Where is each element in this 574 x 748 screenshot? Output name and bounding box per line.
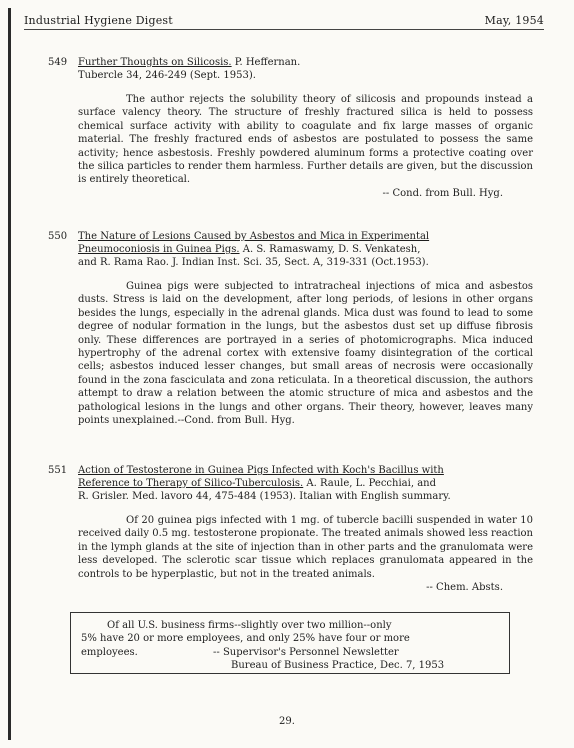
entry-abstract-text: Of 20 guinea pigs infected with 1 mg. of tubercle bacilli suspended in water 10 received daily 0.5 mg. testosterone propionate. The treated animals showed less reaction in the lymph glands at the site of injection than in other parts and the granulomata were less developed. The sclerotic scar tissue which replaces granulomata appeared in the controls to be hyperplastic, but not in the treated animals. xyxy=(78,515,533,580)
abstract-entry-549 xyxy=(48,56,538,200)
header-publication: Industrial Hygiene Digest xyxy=(24,14,173,27)
entry-body xyxy=(48,93,533,200)
header-date: May, 1954 xyxy=(484,14,544,27)
entry-title: Further Thoughts on Silicosis. xyxy=(78,57,232,68)
box-line-3-right: -- Supervisor's Personnel Newsletter xyxy=(213,646,399,658)
entry-abstract-text: Guinea pigs were subjected to intratracheal injections of mica and asbestos dusts. Stress is laid on the development, after long periods, of lesions in other organs besides the lungs, especially in the adrenal glands. Mica dust was found to lead to some degree of nodular formation in the lungs, but the asbestos dust set up diffuse fibrosis only. These differences are portrayed in a series of photomicrographs. Mica induced hypertrophy of the adrenal cortex with extensive foamy disintegration of the cortical cells; asbestos induced lesser changes, but small areas of necrosis were occasionally found in the zona fasciculata and zona reticulata. In a theoretical discussion, the authors attempt to draw a relation between the atomic structure of mica and asbestos and the pathological lesions in the lungs and other organs. Their theory, however, leaves many points unexplained.--Cond. from Bull. Hyg. xyxy=(78,281,533,427)
entry-title-line1: Action of Testosterone in Guinea Pigs Infected with Koch's Bacillus with xyxy=(78,465,444,476)
entry-body xyxy=(48,280,533,427)
entry-body xyxy=(48,514,533,594)
box-line-2: 5% have 20 or more employees, and only 25% have four or more xyxy=(81,633,410,645)
abstract-entry-551 xyxy=(48,464,538,594)
box-line-3-left: employees. xyxy=(81,646,138,658)
entry-citation xyxy=(48,464,538,477)
entry-journal: Tubercle 34, 246-249 (Sept. 1953). xyxy=(78,70,256,81)
entry-title-line2: Pneumoconiosis in Guinea Pigs. xyxy=(78,244,240,255)
page-number: 29. xyxy=(279,716,295,727)
entry-number: 550 xyxy=(48,231,68,242)
boxed-note xyxy=(70,612,510,674)
entry-title-line2: Reference to Therapy of Silico-Tuberculosis. xyxy=(78,478,304,489)
entry-source: -- Chem. Absts. xyxy=(426,582,503,594)
entry-source: -- Cond. from Bull. Hyg. xyxy=(382,187,503,199)
abstract-entry-550 xyxy=(48,230,538,427)
entry-citation xyxy=(48,230,538,243)
entry-abstract-text: The author rejects the solubility theory of silicosis and propounds instead a surface valency theory. The structure of freshly fractured silica is held to possess chemical surface activity with ability to coagulate and fix large masses of organic material. The freshly fractured ends of asbestos are postulated to possess the same activity; hence asbestosis. Freshly powdered aluminum forms a protective coating over the silica particles to render them harmless. Further details are given, but the discussion is entirely theoretical. xyxy=(78,94,533,186)
entry-journal: R. Grisler. Med. lavoro 44, 475-484 (1953). Italian with English summary. xyxy=(78,491,451,502)
page-header xyxy=(24,14,544,30)
left-margin-rule xyxy=(8,8,11,740)
entry-title-line1: The Nature of Lesions Caused by Asbestos and Mica in Experimental xyxy=(78,231,430,242)
entry-number: 549 xyxy=(48,57,68,68)
entry-authors: A. S. Ramaswamy, D. S. Venkatesh, xyxy=(242,244,421,255)
entry-authors: P. Heffernan. xyxy=(234,57,301,68)
entry-authors: A. Raule, L. Pecchiai, and xyxy=(306,478,436,489)
entry-number: 551 xyxy=(48,465,68,476)
entry-citation xyxy=(48,56,538,69)
box-attribution: Bureau of Business Practice, Dec. 7, 1953 xyxy=(231,660,445,672)
entry-journal: and R. Rama Rao. J. Indian Inst. Sci. 35, Sect. A, 319-331 (Oct.1953). xyxy=(78,257,429,268)
box-line-1: Of all U.S. business firms--slightly over two million--only xyxy=(107,620,392,631)
